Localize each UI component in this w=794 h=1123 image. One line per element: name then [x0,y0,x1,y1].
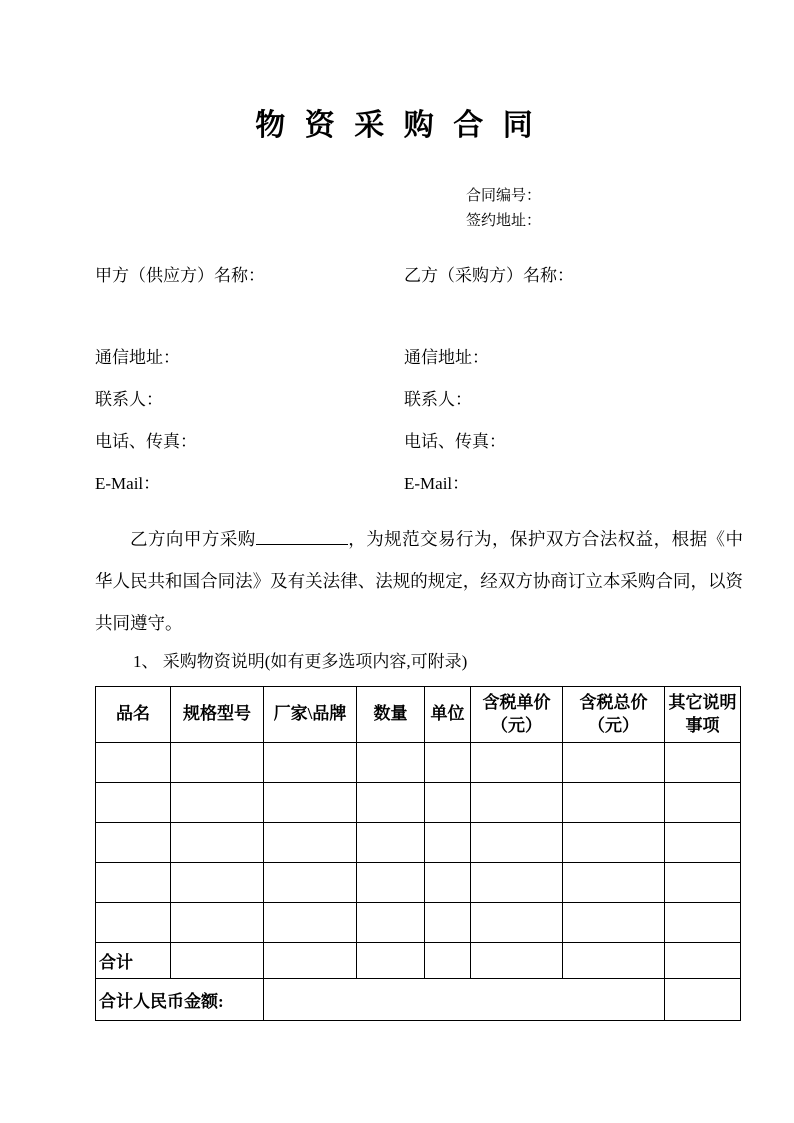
list-item-1: 1、 采购物资说明(如有更多选项内容,可附录) [133,652,468,671]
table-header-unit-price: 含税单价（元） [471,687,563,743]
table-cell [665,743,741,783]
table-cell [96,783,171,823]
table-cell [471,823,563,863]
table-cell [425,743,471,783]
party-b-contact-label: 联系人： [404,390,472,409]
table-cell [665,863,741,903]
table-cell [563,943,665,979]
table-cell [357,743,425,783]
table-cell [264,783,357,823]
blank-fill-line [256,528,348,546]
materials-table [95,686,741,1021]
table-header-notes: 其它说明事项 [665,687,741,743]
table-cell [264,743,357,783]
table-header-total-price: 含税总价（元） [563,687,665,743]
table-cell [171,863,264,903]
party-b-address-label: 通信地址： [404,348,489,367]
party-a-address-label: 通信地址： [95,348,180,367]
table-cell [471,943,563,979]
intro-text-after: ，为规范交易行为，保护双方合法权益，根据《中华人民共和国合同法》及有关法律、法规的规定，经双方协商订立本采购合同，以资共同遵守。 [95,529,744,633]
total-label-cell: 合计 [96,943,171,979]
sign-place-label: 签约地址： [466,213,542,229]
table-cell [96,903,171,943]
table-header-name: 品名 [96,687,171,743]
table-cell [171,783,264,823]
email-row [95,474,740,494]
table-cell [357,943,425,979]
total-row [96,943,741,979]
party-fields [0,348,794,494]
party-b-email-label: E-Mail： [404,474,470,493]
table-cell [171,903,264,943]
table-cell [563,823,665,863]
table-header-spec: 规格型号 [171,687,264,743]
party-b-phone-label: 电话、传真： [404,432,506,451]
table-cell [96,823,171,863]
table-cell [357,863,425,903]
table-empty-row [96,823,741,863]
table-cell [357,903,425,943]
table-empty-row [96,903,741,943]
table-cell [425,783,471,823]
table-cell [563,903,665,943]
party-a-phone-label: 电话、传真： [95,432,197,451]
table-cell [264,943,357,979]
table-cell [425,943,471,979]
table-cell [665,903,741,943]
table-cell [357,783,425,823]
table-cell [425,903,471,943]
address-row [95,348,740,368]
table-empty-row [96,863,741,903]
table-cell [425,863,471,903]
grand-total-row [96,979,741,1021]
contact-row [95,390,740,410]
table-cell [665,943,741,979]
table-cell [471,783,563,823]
table-empty-row [96,743,741,783]
table-header-quantity: 数量 [357,687,425,743]
table-cell [425,823,471,863]
intro-paragraph [95,518,743,644]
party-b-name-label: 乙方（采购方）名称： [404,266,574,285]
table-cell [96,743,171,783]
party-a-email-label: E-Mail： [95,474,161,493]
table-header-unit: 单位 [425,687,471,743]
table-cell [665,783,741,823]
grand-total-label-cell: 合计人民币金额: [96,979,264,1021]
table-header-row [96,687,741,743]
table-cell [471,743,563,783]
table-cell [471,863,563,903]
table-empty-row [96,783,741,823]
table-cell [563,783,665,823]
table-cell [563,863,665,903]
contract-number-label: 合同编号： [466,188,542,204]
page-title: 物 资 采 购 合 同 [255,109,539,142]
table-cell [563,743,665,783]
table-cell [264,903,357,943]
table-cell [665,823,741,863]
table-cell [471,903,563,943]
table-cell [357,823,425,863]
intro-text-before: 乙方向甲方采购 [130,529,256,549]
grand-total-note-cell [665,979,741,1021]
table-cell [171,823,264,863]
party-a-contact-label: 联系人： [95,390,163,409]
phone-fax-row [95,432,740,452]
table-cell [96,863,171,903]
grand-total-value-cell [264,979,665,1021]
contract-meta [466,184,794,234]
table-header-brand: 厂家\品牌 [264,687,357,743]
table-cell [264,863,357,903]
party-names-row [95,266,740,286]
table-cell [171,943,264,979]
party-a-name-label: 甲方（供应方）名称： [95,266,265,285]
table-cell [171,743,264,783]
table-cell [264,823,357,863]
